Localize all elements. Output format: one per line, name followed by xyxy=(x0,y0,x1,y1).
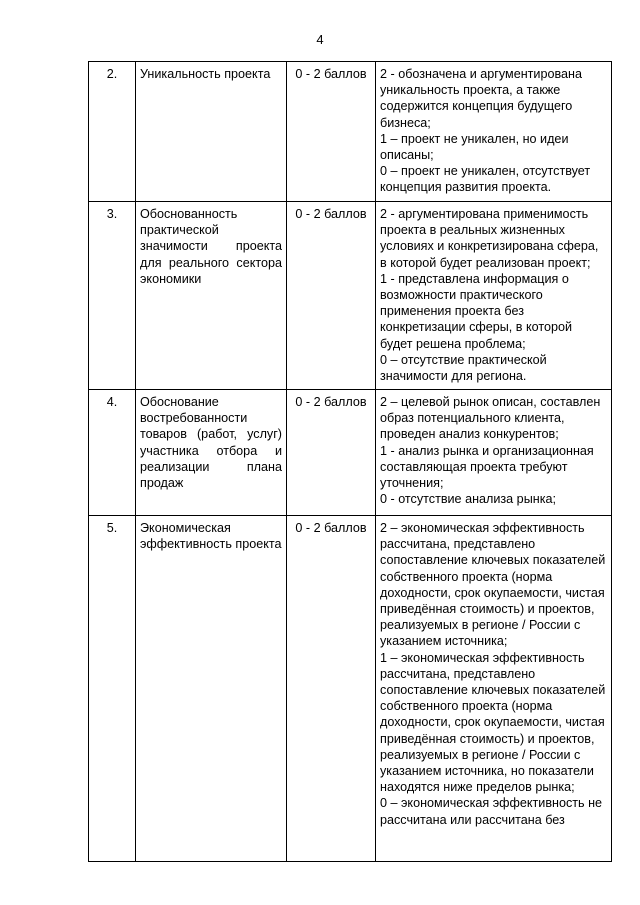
description-item: 1 – экономическая эффективность рассчитана, представлено сопоставление ключевых показателей собственного проекта (норма доходности, срок окупаемости, чистая приведённая стоимость) и проектов, реализуемых в регионе / России с указанием источника, но показатели находятся ниже пределов рынка; xyxy=(380,650,606,795)
description-item: 2 - аргументирована применимость проекта в реальных жизненных условиях и конкретизирована сфера, в которой будет реализован проект; xyxy=(380,207,599,270)
row-number: 3. xyxy=(89,202,136,390)
description-item: 0 – экономическая эффективность не рассчитана или рассчитана без xyxy=(380,796,603,827)
description-item: 0 – отсутствие практической значимости для региона. xyxy=(380,352,547,384)
score-range: 0 - 2 баллов xyxy=(287,202,376,390)
description-item: 0 – проект не уникален, отсутствует концепция развития проекта. xyxy=(380,164,591,195)
row-number: 4. xyxy=(89,390,136,516)
table-row xyxy=(89,390,612,516)
description-item: 1 - анализ рынка и организационная составляющая проекта требуют уточнения; xyxy=(380,443,594,491)
criterion-name: Обоснованность практической значимости проекта для реального сектора экономики xyxy=(136,202,287,390)
description-item: 1 - представлена информация о возможности практического применения проекта без конкретизации сферы, в которой будет решена проблема; xyxy=(380,271,573,351)
score-range: 0 - 2 баллов xyxy=(287,390,376,516)
description-item: 2 - обозначена и аргументирована уникальность проекта, а также содержится концепция будущего бизнеса; xyxy=(380,67,582,130)
table-row xyxy=(89,202,612,390)
score-range: 0 - 2 баллов xyxy=(287,516,376,862)
criterion-name: Обоснование востребованности товаров (работ, услуг) участника отбора и реализации плана продаж xyxy=(136,390,287,516)
description-item: 1 – проект не уникален, но идеи описаны; xyxy=(380,131,569,163)
criterion-name: Экономическая эффективность проекта xyxy=(136,516,287,862)
criterion-description xyxy=(376,516,612,862)
criterion-name: Уникальность проекта xyxy=(136,62,287,202)
row-number: 5. xyxy=(89,516,136,862)
criteria-table xyxy=(88,61,612,862)
page-number: 4 xyxy=(316,32,324,47)
row-number: 2. xyxy=(89,62,136,202)
criterion-description xyxy=(376,390,612,516)
criterion-description xyxy=(376,202,612,390)
score-range: 0 - 2 баллов xyxy=(287,62,376,202)
criterion-description xyxy=(376,62,612,202)
description-item: 2 – экономическая эффективность рассчитана, представлено сопоставление ключевых показателей собственного проекта (норма доходности, срок окупаемости, чистая приведённая стоимость) и проектов, реализуемых в регионе / России с указанием источника; xyxy=(380,521,606,649)
description-item: 0 - отсутствие анализа рынка; xyxy=(380,492,556,507)
description-item: 2 – целевой рынок описан, составлен образ потенциального клиента, проведен анализ конкурентов; xyxy=(380,395,601,442)
table-row xyxy=(89,516,612,862)
table-row xyxy=(89,62,612,202)
